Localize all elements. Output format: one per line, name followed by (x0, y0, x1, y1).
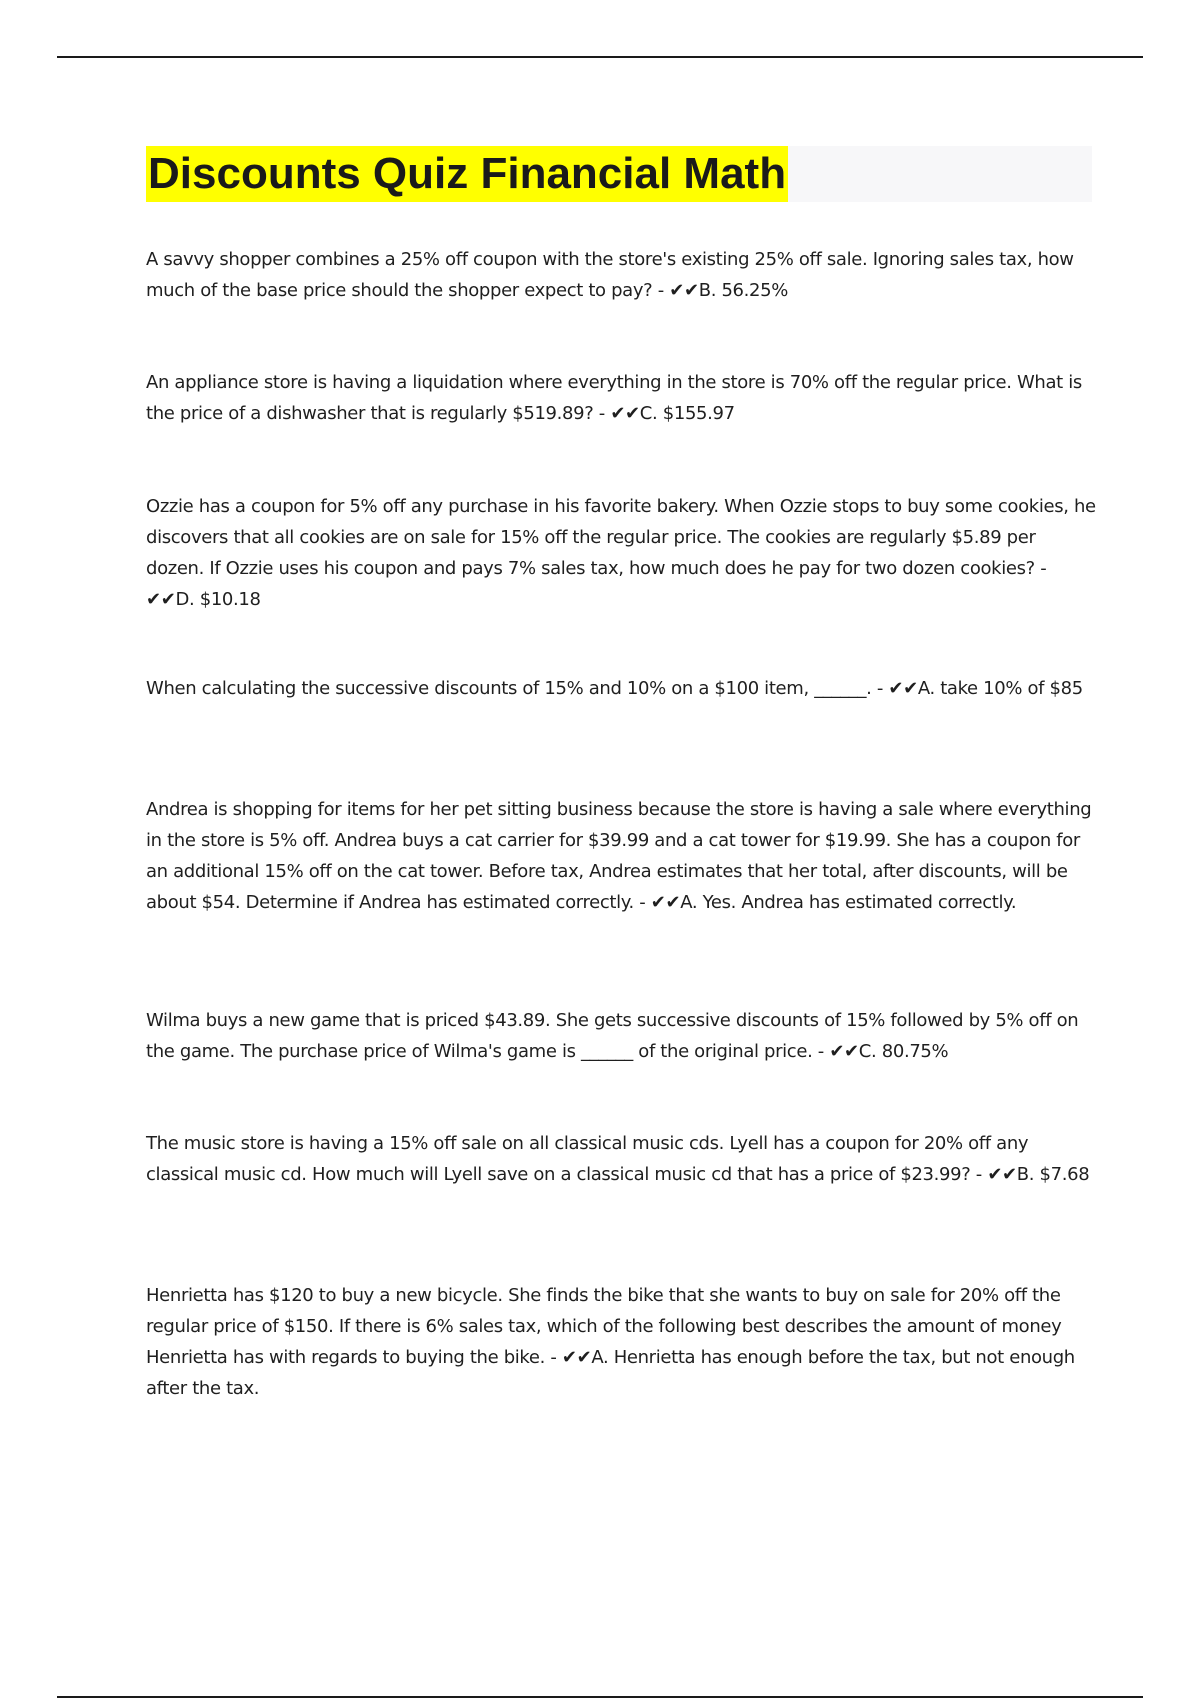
question-text: Ozzie has a coupon for 5% off any purchase in his favorite bakery. When Ozzie stops to buy some cookies, he discovers that all cookies are on sale for 15% off the regular price. The cookies are regularly $5.89 per dozen. If Ozzie uses his coupon and pays 7% sales tax, how much does he pay for two dozen cookies? (146, 496, 1096, 579)
answer-text: ✔✔C. 80.75% (829, 1041, 949, 1062)
question-item-7 (146, 1128, 1096, 1190)
answer-text: ✔✔A. Yes. Andrea has estimated correctly. (650, 892, 1017, 913)
separator: - (593, 403, 611, 424)
separator: - (652, 280, 670, 301)
question-item-4 (146, 673, 1096, 704)
answer-text: ✔✔A. take 10% of $85 (888, 678, 1083, 699)
question-text: A savvy shopper combines a 25% off coupon with the store's existing 25% off sale. Ignoring sales tax, how much of the base price should the shopper expect to pay? (146, 249, 1074, 301)
separator: - (871, 678, 889, 699)
separator: - (812, 1041, 830, 1062)
separator: - (633, 892, 651, 913)
bottom-rule (57, 1696, 1143, 1698)
question-item-3 (146, 491, 1096, 615)
page-title: Discounts Quiz Financial Math (146, 146, 788, 202)
question-text: The music store is having a 15% off sale on all classical music cds. Lyell has a coupon for 20% off any classical music cd. How much will Lyell save on a classical music cd that has a price of $23.99? (146, 1133, 1029, 1185)
question-text: An appliance store is having a liquidation where everything in the store is 70% off the regular price. What is the price of a dishwasher that is regularly $519.89? (146, 372, 1082, 424)
answer-text: ✔✔C. $155.97 (610, 403, 735, 424)
top-rule (57, 56, 1143, 58)
answer-text: ✔✔B. 56.25% (669, 280, 788, 301)
question-item-6 (146, 1005, 1096, 1067)
question-text: Henrietta has $120 to buy a new bicycle. She finds the bike that she wants to buy on sale for 20% off the regular price of $150. If there is 6% sales tax, which of the following best describes the amount of money Henrietta has with regards to buying the bike. (146, 1285, 1062, 1368)
question-item-1 (146, 244, 1096, 306)
answer-text: ✔✔D. $10.18 (146, 589, 261, 610)
question-text: When calculating the successive discounts of 15% and 10% on a $100 item, ______. (146, 678, 872, 699)
answer-text: ✔✔A. Henrietta has enough before the tax, but not enough after the tax. (146, 1347, 1075, 1399)
separator: - (544, 1347, 562, 1368)
question-text: Wilma buys a new game that is priced $43.89. She gets successive discounts of 15% followed by 5% off on the game. The purchase price of Wilma's game is ______ of the original price. (146, 1010, 1079, 1062)
question-item-5 (146, 794, 1096, 918)
question-text: Andrea is shopping for items for her pet sitting business because the store is having a sale where everything in the store is 5% off. Andrea buys a cat carrier for $39.99 and a cat tower for $19.99. She has a coupon for an additional 15% off on the cat tower. Before tax, Andrea estimates that her total, after discounts, will be about $54. Determine if Andrea has estimated correctly. (146, 799, 1092, 913)
answer-text: ✔✔B. $7.68 (987, 1164, 1090, 1185)
separator: - (1034, 558, 1047, 579)
question-item-8 (146, 1280, 1096, 1404)
separator: - (970, 1164, 988, 1185)
question-item-2 (146, 367, 1096, 429)
